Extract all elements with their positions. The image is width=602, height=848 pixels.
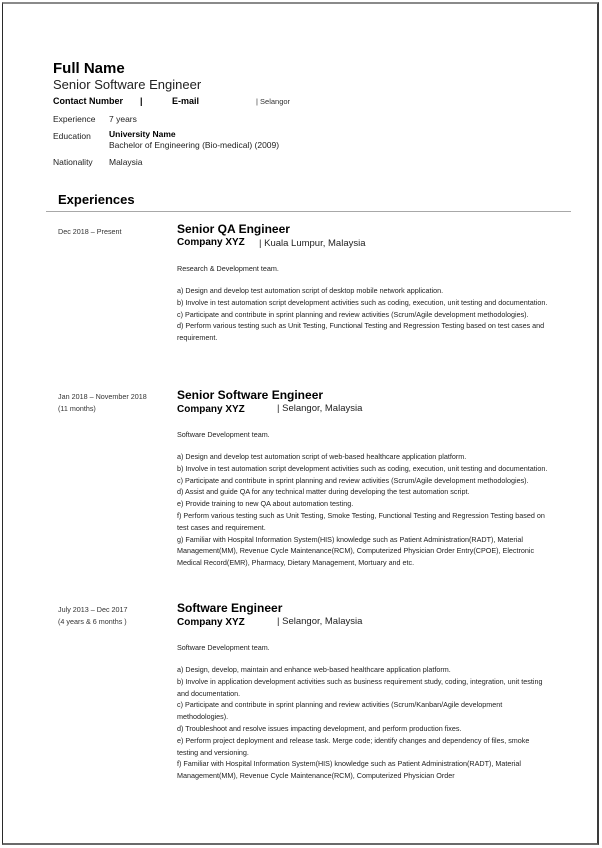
experience-title: Senior Software Engineer (177, 388, 324, 402)
experience-bullet: c) Participate and contribute in sprint planning and review activities (Scrum/Kanban/Agile development methodologies). (177, 700, 503, 722)
experience-date-range: Jan 2018 – November 2018 (58, 392, 147, 401)
nationality-value: Malaysia (109, 157, 143, 167)
education-label: Education (53, 131, 91, 141)
experience-location: | Selangor, Malaysia (277, 403, 363, 414)
experience-bullet: c) Participate and contribute in sprint planning and review activities (Scrum/Agile development methodologies). (177, 475, 529, 485)
experience-date-range: Dec 2018 – Present (58, 227, 122, 236)
location: | Selangor (256, 97, 291, 106)
experience-value: 7 years (109, 114, 137, 124)
experience-bullet: a) Design and develop test automation script of web-based healthcare application platform. (177, 452, 467, 461)
nationality-label: Nationality (53, 157, 93, 167)
experience-bullet: a) Design and develop test automation script of desktop mobile network application. (177, 286, 444, 295)
experience-bullet: e) Perform project deployment and release task. Merge code; identify changes and dependency of files, smoke testing and versioning. (177, 735, 530, 757)
experience-bullet: f) Familiar with Hospital Information System(HIS) knowledge such as Patient Administration(RADT), Material Management(MM), Revenue Cycle Maintenance(RCM), Computerized Physician Order (177, 759, 521, 781)
contact-number-label: Contact Number (53, 96, 124, 106)
experience-label: Experience (53, 114, 96, 124)
headline: Senior Software Engineer (53, 77, 202, 92)
email-label: E-mail (172, 96, 200, 106)
experience-company: Company XYZ (177, 617, 245, 628)
experience-bullets (177, 664, 552, 782)
experience-bullet: d) Perform various testing such as Unit Testing, Functional Testing and Regression Testing based on test cases and requirement. (177, 321, 545, 343)
experience-location: | Kuala Lumpur, Malaysia (259, 238, 366, 249)
section-divider (46, 211, 571, 212)
contact-separator: | (140, 96, 143, 106)
experience-duration: (4 years & 6 months ) (58, 617, 127, 626)
experience-bullet: d) Assist and guide QA for any technical matter during developing the test automation script. (177, 487, 470, 497)
experience-location: | Selangor, Malaysia (277, 616, 363, 627)
experience-date-range: July 2013 – Dec 2017 (58, 605, 128, 614)
experience-company: Company XYZ (177, 237, 245, 248)
experience-bullet: b) Involve in test automation script development activities such as coding, execution, unit testing and documentation. (177, 297, 548, 307)
experience-team: Software Development team. (177, 643, 270, 652)
experience-bullet: d) Troubleshoot and resolve issues impacting development, and perform production fixes. (177, 723, 462, 733)
experience-bullet: a) Design, develop, maintain and enhance web-based healthcare application platform. (177, 665, 451, 674)
experience-bullet: e) Provide training to new QA about automation testing. (177, 499, 354, 509)
education-school: University Name (109, 129, 176, 139)
experience-bullet: g) Familiar with Hospital Information System(HIS) knowledge such as Patient Administration(RADT), Material Management(MM), Revenue Cycle Maintenance(RCM), Computerized Physician Order Entry(CPOE), Electronic Medical Record(EMR), Pharmacy, Dietary Management, Mortuary and etc. (177, 534, 535, 568)
experience-company: Company XYZ (177, 404, 245, 415)
experience-team: Research & Development team. (177, 264, 279, 273)
experience-title: Software Engineer (177, 601, 283, 615)
experience-team: Software Development team. (177, 430, 270, 439)
experience-bullets (177, 451, 552, 569)
full-name: Full Name (53, 60, 125, 77)
experience-bullets (177, 285, 552, 344)
experience-bullet: b) Involve in test automation script development activities such as coding, execution, unit testing and documentation. (177, 463, 548, 473)
experience-duration: (11 months) (58, 404, 96, 413)
experience-bullet: f) Perform various testing such as Unit Testing, Smoke Testing, Functional Testing and Regression Testing based on test cases and requirement. (177, 510, 545, 532)
experience-bullet: b) Involve in application development activities such as business requirement study, coding, integration, unit testing and documentation. (177, 676, 543, 698)
education-degree: Bachelor of Engineering (Bio-medical) (2009) (109, 140, 280, 150)
section-title-experiences: Experiences (58, 192, 135, 207)
experience-bullet: c) Participate and contribute in sprint planning and review activities (Scrum/Agile development methodologies). (177, 309, 529, 319)
experience-title: Senior QA Engineer (177, 222, 290, 236)
